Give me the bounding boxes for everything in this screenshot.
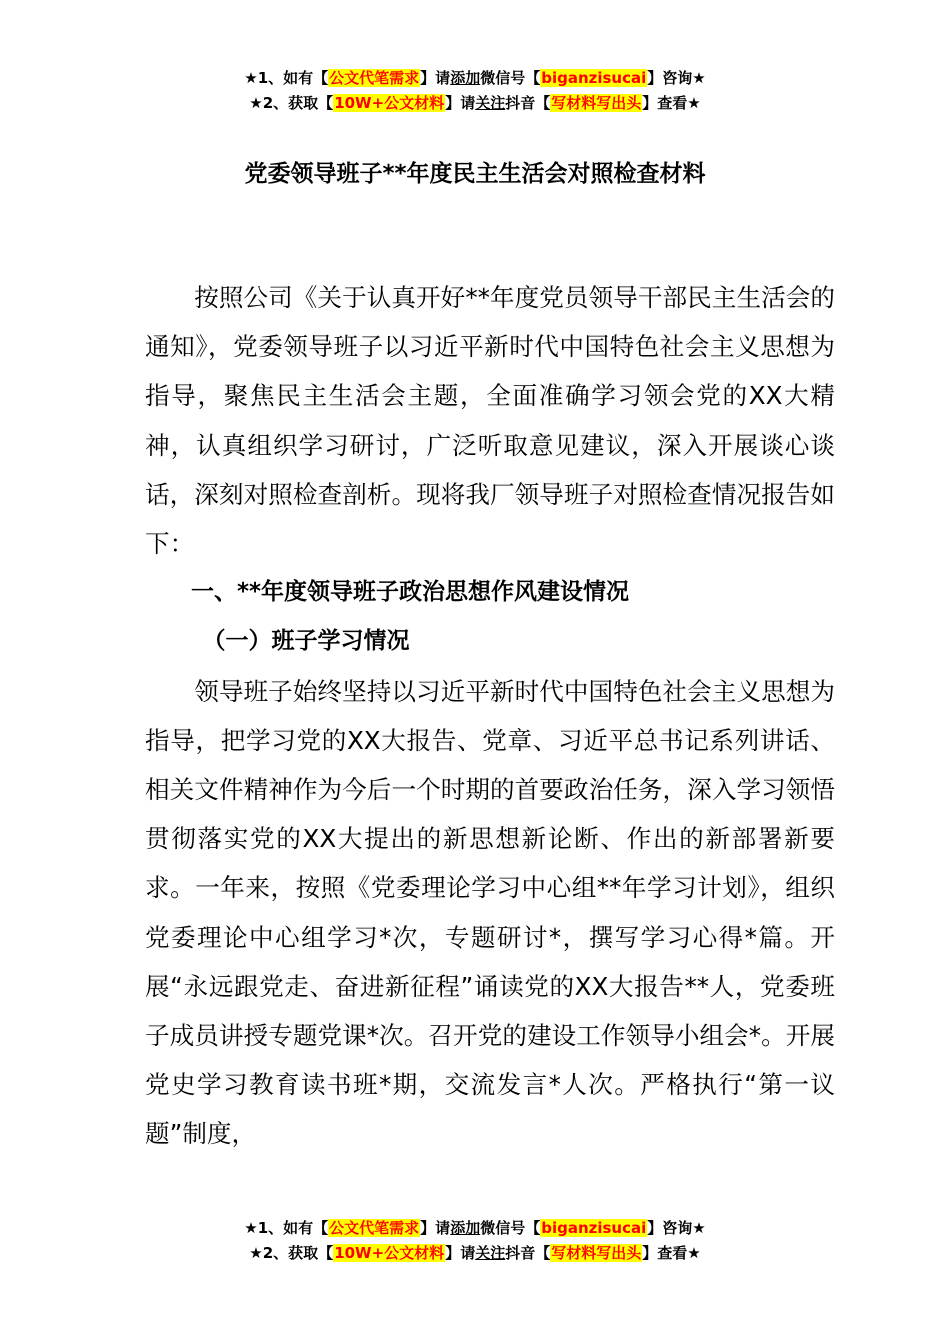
footer-line-2-highlight-douyin: 写材料写出头 [551,1244,642,1262]
footer-banner-line-1 [0,1216,950,1241]
banner-line-2-mid2: 抖音【 [505,94,551,112]
footer-line-2-mid: 】请 [445,1244,476,1262]
intro-paragraph: 按照公司《关于认真开好**年度党员领导干部民主生活会的通知》，党委领导班子以习近平新时代中国特色社会主义思想为指导，聚焦民主生活会主题，全面准确学习领会党的XX大精神，认真组织学习研讨，广泛听取意见建议，深入开展谈心谈话，深刻对照检查剖析。现将我厂领导班子对照检查情况报告如下： [145,283,835,559]
footer-line-2-suffix: 】查看★ [642,1244,701,1262]
banner-line-1 [0,66,950,91]
footer-line-2-highlight-materials: 10W+公文材料 [334,1244,445,1262]
footer-line-1-mid2: 微信号【 [480,1219,541,1237]
banner-line-2-prefix: ★2、获取【 [249,94,334,112]
subsection-paragraph: 领导班子始终坚持以习近平新时代中国特色社会主义思想为指导，把学习党的XX大报告、党章、习近平总书记系列讲话、相关文件精神作为今后一个时期的首要政治任务，深入学习领悟贯彻落实党的XX大提出的新思想新论断、作出的新部署新要求。一年来，按照《党委理论学习中心组**年学习计划》，组织党委理论中心组学习*次，专题研讨*，撰写学习心得*篇。开展“永远跟党走、奋进新征程”诵读党的XX大报告**人，党委班子成员讲授专题党课*次。召开党的建设工作领导小组会*。开展党史学习教育读书班*期，交流发言*人次。严格执行“第一议题”制度， [145,676,835,1149]
footer-banner-line-2 [0,1241,950,1266]
section-heading: 一、**年度领导班子政治思想作风建设情况 [191,579,630,606]
banner-line-2 [0,91,950,116]
banner-line-2-emphasis: 关注 [475,94,506,112]
banner-line-1-highlight-wechat: biganzisucai [541,69,647,87]
banner-line-2-mid: 】请 [445,94,476,112]
footer-line-1-emphasis: 添加 [450,1219,481,1237]
banner-line-2-highlight-douyin: 写材料写出头 [551,94,642,112]
banner-line-1-mid: 】请 [420,69,451,87]
footer-line-2-mid2: 抖音【 [505,1244,551,1262]
footer-line-1-highlight-service: 公文代笔需求 [329,1219,420,1237]
footer-banner [0,1216,950,1266]
header-banner [0,66,950,116]
document-title: 党委领导班子**年度民主生活会对照检查材料 [244,161,706,187]
footer-line-2-emphasis: 关注 [475,1244,506,1262]
banner-line-1-prefix: ★1、如有【 [244,69,329,87]
document-body [145,273,835,1159]
footer-line-1-highlight-wechat: biganzisucai [541,1219,647,1237]
banner-line-1-suffix: 】咨询★ [647,69,706,87]
footer-line-1-prefix: ★1、如有【 [244,1219,329,1237]
subsection-heading: （一）班子学习情况 [202,628,410,655]
footer-line-1-suffix: 】咨询★ [647,1219,706,1237]
banner-line-1-emphasis: 添加 [450,69,481,87]
banner-line-1-highlight-service: 公文代笔需求 [329,69,420,87]
banner-line-1-mid2: 微信号【 [480,69,541,87]
banner-line-2-suffix: 】查看★ [642,94,701,112]
footer-line-2-prefix: ★2、获取【 [249,1244,334,1262]
banner-line-2-highlight-materials: 10W+公文材料 [334,94,445,112]
footer-line-1-mid: 】请 [420,1219,451,1237]
